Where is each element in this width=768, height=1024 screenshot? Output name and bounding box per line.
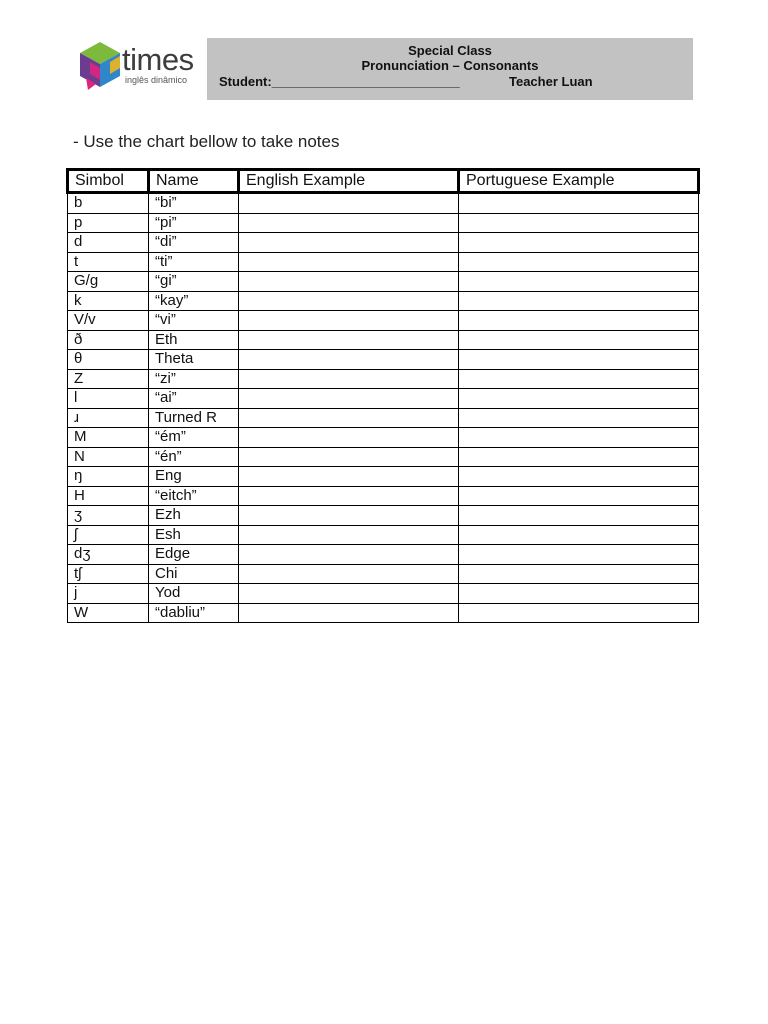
portuguese-example-cell[interactable] [459, 350, 699, 370]
table-row [68, 389, 699, 409]
name-cell: “di” [149, 233, 239, 253]
column-header-simbol: Simbol [68, 170, 149, 193]
table-row [68, 486, 699, 506]
table-header-row [68, 170, 699, 193]
name-cell: “dabliu” [149, 603, 239, 623]
name-cell: “ai” [149, 389, 239, 409]
symbol-cell: ʃ [68, 525, 149, 545]
table-row [68, 603, 699, 623]
english-example-cell[interactable] [239, 213, 459, 233]
portuguese-example-cell[interactable] [459, 311, 699, 331]
table-row [68, 213, 699, 233]
symbol-cell: N [68, 447, 149, 467]
table-row [68, 193, 699, 214]
english-example-cell[interactable] [239, 564, 459, 584]
name-cell: “pi” [149, 213, 239, 233]
english-example-cell[interactable] [239, 330, 459, 350]
symbol-cell: dʒ [68, 545, 149, 565]
name-cell: “eitch” [149, 486, 239, 506]
symbol-cell: Z [68, 369, 149, 389]
table-row [68, 233, 699, 253]
table-row [68, 564, 699, 584]
table-row [68, 545, 699, 565]
symbol-cell: d [68, 233, 149, 253]
portuguese-example-cell[interactable] [459, 467, 699, 487]
symbol-cell: W [68, 603, 149, 623]
name-cell: Theta [149, 350, 239, 370]
name-cell: “vi” [149, 311, 239, 331]
english-example-cell[interactable] [239, 603, 459, 623]
name-cell: Eng [149, 467, 239, 487]
symbol-cell: l [68, 389, 149, 409]
symbol-cell: b [68, 193, 149, 214]
symbol-cell: k [68, 291, 149, 311]
portuguese-example-cell[interactable] [459, 389, 699, 409]
table-row [68, 584, 699, 604]
name-cell: Eth [149, 330, 239, 350]
english-example-cell[interactable] [239, 252, 459, 272]
cube-logo-icon [76, 40, 124, 92]
table-row [68, 311, 699, 331]
symbol-cell: t [68, 252, 149, 272]
symbol-cell: H [68, 486, 149, 506]
portuguese-example-cell[interactable] [459, 428, 699, 448]
english-example-cell[interactable] [239, 584, 459, 604]
portuguese-example-cell[interactable] [459, 252, 699, 272]
symbol-cell: j [68, 584, 149, 604]
symbol-cell: M [68, 428, 149, 448]
column-header-english-example: English Example [239, 170, 459, 193]
english-example-cell[interactable] [239, 545, 459, 565]
english-example-cell[interactable] [239, 428, 459, 448]
table-row [68, 525, 699, 545]
column-header-name: Name [149, 170, 239, 193]
logo-wordmark: times [122, 42, 194, 77]
portuguese-example-cell[interactable] [459, 213, 699, 233]
table-row [68, 350, 699, 370]
header-box [207, 38, 693, 100]
table-row [68, 408, 699, 428]
english-example-cell[interactable] [239, 389, 459, 409]
header-subtitle: Pronunciation – Consonants [361, 58, 539, 73]
name-cell: “ém” [149, 428, 239, 448]
english-example-cell[interactable] [239, 272, 459, 292]
symbol-cell: G/g [68, 272, 149, 292]
name-cell: “zi” [149, 369, 239, 389]
table-row [68, 252, 699, 272]
english-example-cell[interactable] [239, 233, 459, 253]
english-example-cell[interactable] [239, 447, 459, 467]
logo-tagline: inglês dinâmico [125, 75, 188, 85]
table-row [68, 506, 699, 526]
symbol-cell: tʃ [68, 564, 149, 584]
english-example-cell[interactable] [239, 193, 459, 214]
table-row [68, 467, 699, 487]
table-row [68, 447, 699, 467]
name-cell: “kay” [149, 291, 239, 311]
symbol-cell: θ [68, 350, 149, 370]
portuguese-example-cell[interactable] [459, 408, 699, 428]
name-cell: Yod [149, 584, 239, 604]
instruction-text: - Use the chart bellow to take notes [73, 132, 340, 151]
table-row [68, 369, 699, 389]
portuguese-example-cell[interactable] [459, 525, 699, 545]
table-row [68, 272, 699, 292]
english-example-cell[interactable] [239, 486, 459, 506]
student-field[interactable]: Student:__________________________ [219, 74, 460, 89]
portuguese-example-cell[interactable] [459, 603, 699, 623]
header-title: Special Class [408, 43, 492, 58]
portuguese-example-cell[interactable] [459, 291, 699, 311]
english-example-cell[interactable] [239, 291, 459, 311]
consonant-chart [66, 168, 700, 623]
table-body [68, 193, 699, 623]
portuguese-example-cell[interactable] [459, 193, 699, 214]
name-cell: Ezh [149, 506, 239, 526]
name-cell: Chi [149, 564, 239, 584]
table-row [68, 330, 699, 350]
name-cell: Esh [149, 525, 239, 545]
symbol-cell: ɹ [68, 408, 149, 428]
name-cell: “gi” [149, 272, 239, 292]
english-example-cell[interactable] [239, 506, 459, 526]
english-example-cell[interactable] [239, 369, 459, 389]
symbol-cell: ŋ [68, 467, 149, 487]
name-cell: Edge [149, 545, 239, 565]
symbol-cell: ʒ [68, 506, 149, 526]
symbol-cell: V/v [68, 311, 149, 331]
portuguese-example-cell[interactable] [459, 486, 699, 506]
name-cell: “ti” [149, 252, 239, 272]
table-row [68, 428, 699, 448]
english-example-cell[interactable] [239, 467, 459, 487]
english-example-cell[interactable] [239, 311, 459, 331]
name-cell: “bi” [149, 193, 239, 214]
name-cell: “én” [149, 447, 239, 467]
times-logo [76, 40, 200, 92]
portuguese-example-cell[interactable] [459, 506, 699, 526]
portuguese-example-cell[interactable] [459, 564, 699, 584]
english-example-cell[interactable] [239, 408, 459, 428]
portuguese-example-cell[interactable] [459, 233, 699, 253]
portuguese-example-cell[interactable] [459, 330, 699, 350]
portuguese-example-cell[interactable] [459, 447, 699, 467]
symbol-cell: ð [68, 330, 149, 350]
portuguese-example-cell[interactable] [459, 545, 699, 565]
portuguese-example-cell[interactable] [459, 272, 699, 292]
portuguese-example-cell[interactable] [459, 369, 699, 389]
portuguese-example-cell[interactable] [459, 584, 699, 604]
column-header-portuguese-example: Portuguese Example [459, 170, 699, 193]
english-example-cell[interactable] [239, 525, 459, 545]
english-example-cell[interactable] [239, 350, 459, 370]
table-row [68, 291, 699, 311]
name-cell: Turned R [149, 408, 239, 428]
teacher-name: Teacher Luan [509, 74, 593, 89]
symbol-cell: p [68, 213, 149, 233]
